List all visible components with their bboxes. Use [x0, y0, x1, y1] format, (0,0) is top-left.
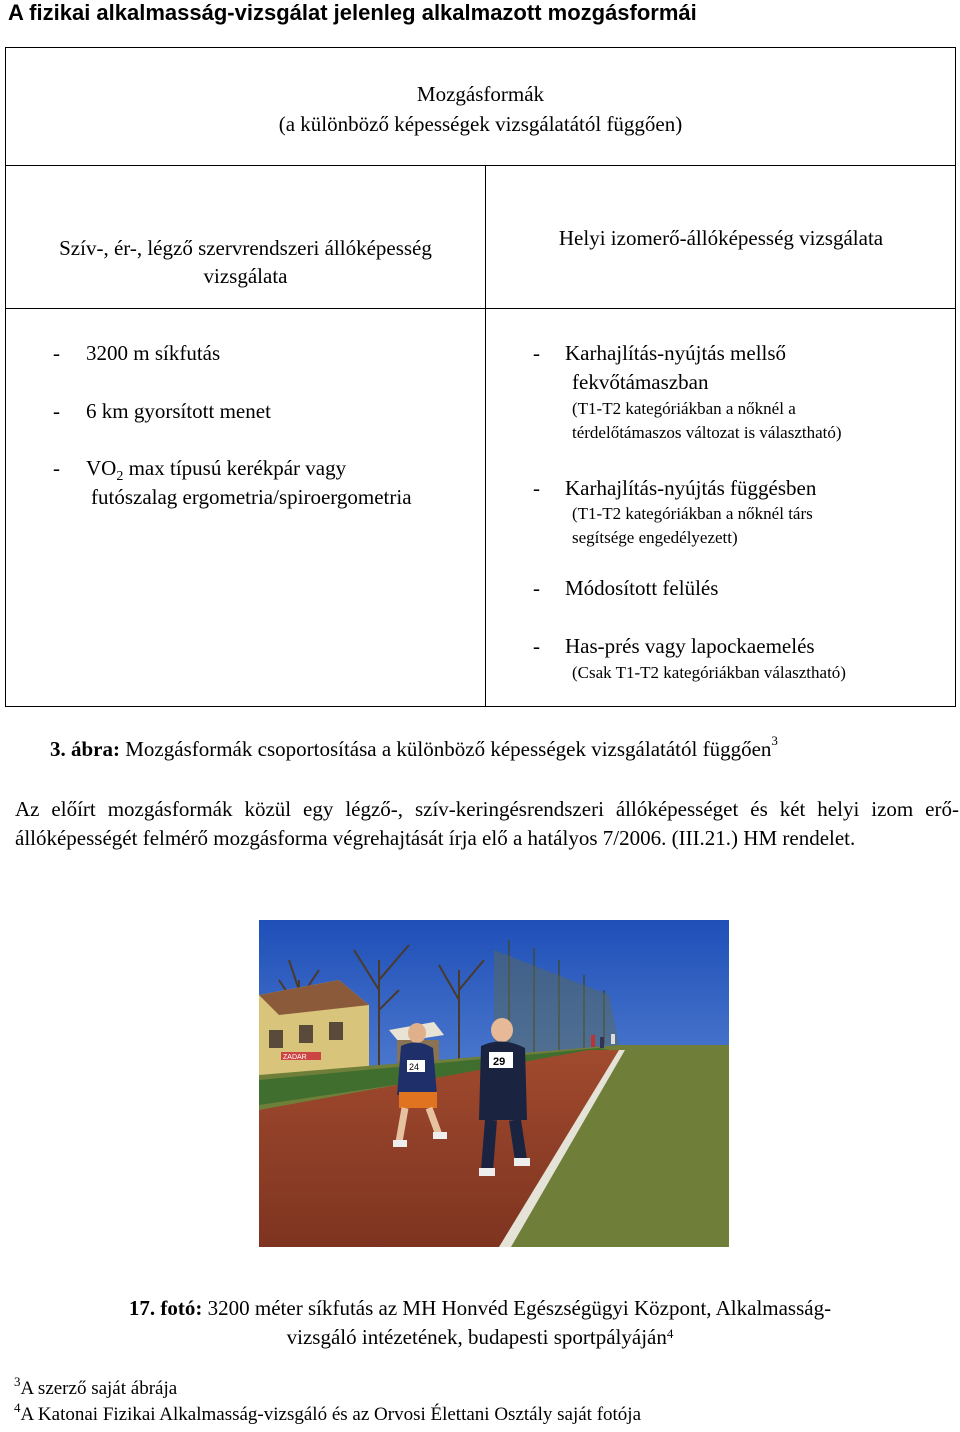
- body-paragraph: Az előírt mozgásformák közül egy légző-, szív-keringésrendszeri állóképességet és két helyi izom erő-állóképességét felmérő mozgásforma végrehajtását írja elő a hatályos 7/2006. (III.21.) HM rendelet.: [15, 797, 959, 850]
- column-divider: [485, 165, 486, 706]
- pushup-label: Karhajlítás-nyújtás mellső: [565, 341, 787, 365]
- bib-right-number: 29: [493, 1056, 506, 1068]
- bullet-dash: -: [533, 476, 540, 500]
- page-title: A fizikai alkalmasság-vizsgálat jelenleg alkalmazott mozgásformái: [8, 0, 697, 25]
- footnote-4: [14, 1400, 642, 1426]
- footnote-4-number: 4: [14, 1400, 21, 1415]
- bullet-dash: -: [53, 456, 60, 480]
- left-item-6km: [53, 397, 271, 425]
- figure-footnote-ref: 3: [771, 733, 778, 748]
- left-item-3200m-label: 3200 m síkfutás: [86, 341, 221, 365]
- vo2-subscript: 2: [116, 469, 124, 485]
- left-heading-line1: Szív-, ér-, légző szervrendszeri állóképesség: [59, 236, 432, 260]
- building-sign-text: ZADAR: [283, 1054, 307, 1061]
- footnote-3-number: 3: [14, 1374, 21, 1389]
- photo-caption: [0, 1294, 960, 1352]
- right-item-pullup: [533, 474, 816, 502]
- figure-caption-text: Mozgásformák csoportosítása a különböző képességek vizsgálatától függően: [120, 737, 772, 761]
- photo-caption-line2: [0, 1323, 960, 1352]
- right-item-crunch-note: (Csak T1-T2 kategóriákban választható): [572, 663, 846, 682]
- left-item-6km-label: 6 km gyorsított menet: [86, 399, 271, 423]
- pullup-label: Karhajlítás-nyújtás függésben: [565, 476, 817, 500]
- bullet-dash: -: [533, 341, 540, 365]
- photo-caption-text2: vizsgáló intézetének, budapesti sportpályáján: [286, 1325, 667, 1349]
- table-header-subtitle: (a különböző képességek vizsgálatától függően): [278, 112, 683, 136]
- right-item-crunch: [533, 632, 815, 660]
- vo2-label-rest: max típusú kerékpár vagy: [123, 456, 347, 480]
- left-column-heading: [6, 234, 485, 290]
- right-column-heading: Helyi izomerő-állóképesség vizsgálata: [558, 226, 884, 250]
- row-divider: [6, 308, 955, 309]
- building: [259, 980, 369, 1080]
- left-heading-line2: vizsgálata: [203, 264, 288, 288]
- table-header-title: Mozgásformák: [416, 82, 545, 106]
- bullet-dash: -: [53, 399, 60, 423]
- photo-caption-line1: [0, 1294, 960, 1323]
- vo2-label: VO: [86, 456, 117, 480]
- footnote-3-text: A szerző saját ábrája: [20, 1378, 178, 1399]
- right-item-pullup-note1: (T1-T2 kategóriákban a nőknél társ: [572, 504, 813, 523]
- right-item-pushup-line2: fekvőtámaszban: [572, 370, 709, 394]
- right-item-situp: [533, 574, 718, 602]
- table-header: [6, 48, 955, 166]
- right-item-pushup-note2: térdelőtámaszos változat is választható): [572, 423, 842, 442]
- photo-footnote-ref: 4: [666, 1326, 674, 1341]
- crunch-label: Has-prés vagy lapockaemelés: [565, 634, 815, 658]
- footnote-3: [14, 1374, 178, 1400]
- bullet-dash: -: [533, 634, 540, 658]
- left-item-3200m: [53, 339, 220, 367]
- situp-label: Módosított felülés: [565, 576, 719, 600]
- right-item-pushup: [533, 339, 786, 367]
- figure-caption-label: 3. ábra:: [50, 737, 120, 761]
- photo-caption-text1: 3200 méter síkfutás az MH Honvéd Egészségügyi Központ, Alkalmasság-: [202, 1296, 832, 1320]
- footnote-4-text: A Katonai Fizikai Alkalmasság-vizsgáló és az Orvosi Élettani Osztály saját fotója: [20, 1404, 642, 1425]
- bullet-dash: -: [53, 341, 60, 365]
- exercise-table: [5, 47, 956, 707]
- left-item-vo2max-line2: futószalag ergometria/spiroergometria: [91, 485, 412, 509]
- bib-left-number: 24: [409, 1062, 420, 1072]
- running-track-photo: [259, 920, 729, 1247]
- right-item-pushup-note1: (T1-T2 kategóriákban a nőknél a: [572, 399, 796, 418]
- bullet-dash: -: [533, 576, 540, 600]
- photo-caption-label: 17. fotó:: [128, 1296, 203, 1320]
- right-item-pullup-note2: segítsége engedélyezett): [572, 528, 738, 547]
- figure-caption: [50, 733, 778, 762]
